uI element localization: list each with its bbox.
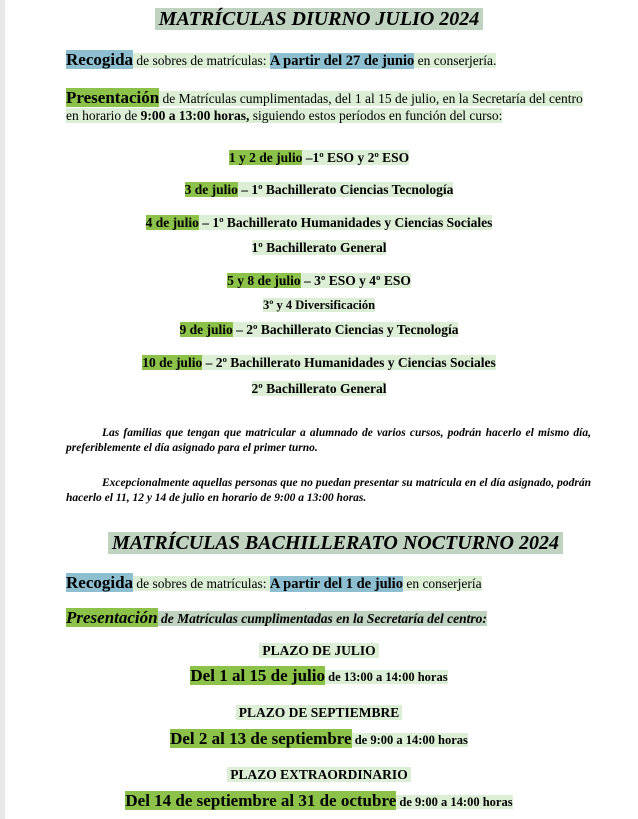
nocturno-title: MATRÍCULAS BACHILLERATO NOCTURNO 2024 bbox=[108, 532, 563, 554]
schedule-row bbox=[0, 215, 638, 231]
diurno-recogida-label: Recogida bbox=[66, 50, 134, 69]
plazo-dates: Del 2 al 13 de septiembre bbox=[170, 729, 352, 748]
schedule-course: – 1º Bachillerato Ciencias Tecnología bbox=[237, 182, 454, 197]
diurno-presentacion-paragraph bbox=[66, 89, 590, 124]
plazo-heading: PLAZO DE SEPTIEMBRE bbox=[236, 705, 403, 720]
schedule-row bbox=[0, 182, 638, 198]
diurno-presentacion-hours: 9:00 a 13:00 horas, bbox=[140, 108, 250, 123]
diurno-recogida-place: en conserjería. bbox=[414, 53, 497, 68]
nocturno-recogida-date: A partir del 1 de julio bbox=[269, 576, 403, 592]
schedule-row bbox=[0, 381, 638, 397]
nocturno-recogida-row bbox=[66, 573, 482, 593]
plazo-dates: Del 1 al 15 de julio bbox=[190, 666, 325, 685]
nocturno-presentacion-text: de Matrículas cumplimentadas en la Secretaría del centro: bbox=[157, 611, 487, 626]
diurno-title: MATRÍCULAS DIURNO JULIO 2024 bbox=[155, 8, 484, 30]
note-excepcional: Excepcionalmente aquellas personas que no puedan presentar su matrícula en el día asignado, podrán hacerlo el 11, 12 y 14 de julio en horario de 9:00 a 13:00 horas. bbox=[66, 477, 591, 504]
plazo-dates-row bbox=[0, 791, 638, 811]
diurno-recogida-date: A partir del 27 de junio bbox=[269, 53, 415, 69]
plazo-heading-row bbox=[0, 767, 638, 783]
nocturno-presentacion-row bbox=[66, 608, 487, 628]
plazo-hours: de 9:00 a 14:00 horas bbox=[351, 733, 468, 747]
schedule-course: – 1º Bachillerato Humanidades y Ciencias Sociales bbox=[198, 215, 493, 230]
diurno-presentacion-text2: siguiendo estos períodos en función del curso: bbox=[249, 108, 503, 123]
schedule-course: 3º y 4 Diversificación bbox=[262, 298, 376, 312]
diurno-recogida-text: de sobres de matrículas: bbox=[133, 53, 270, 68]
nocturno-recogida-place: en conserjería bbox=[402, 576, 482, 591]
plazo-heading: PLAZO DE JULIO bbox=[259, 643, 378, 658]
schedule-date: 9 de julio bbox=[179, 322, 233, 337]
plazo-dates-row bbox=[0, 666, 638, 686]
schedule-row bbox=[0, 240, 638, 256]
plazo-heading: PLAZO EXTRAORDINARIO bbox=[227, 767, 410, 782]
note-varios-cursos: Las familias que tengan que matricular a alumnado de varios cursos, podrán hacerlo el mismo día, preferiblemente el día asignado para el primer turno. bbox=[66, 427, 591, 454]
schedule-date: 4 de julio bbox=[145, 215, 199, 230]
plazo-heading-row bbox=[0, 705, 638, 721]
schedule-course: – 2º Bachillerato Ciencias y Tecnología bbox=[232, 322, 459, 337]
schedule-course: – 3º ESO y 4º ESO bbox=[300, 273, 411, 288]
diurno-title-row bbox=[0, 8, 638, 31]
schedule-date: 5 y 8 de julio bbox=[227, 273, 301, 288]
schedule-row bbox=[0, 273, 638, 289]
plazo-dates: Del 14 de septiembre al 31 de octubre bbox=[125, 791, 397, 810]
schedule-date: 3 de julio bbox=[184, 182, 238, 197]
schedule-course: 1º Bachillerato General bbox=[251, 240, 387, 255]
plazo-heading-row bbox=[0, 643, 638, 659]
schedule-course: 2º Bachillerato General bbox=[251, 381, 387, 396]
nocturno-presentacion-label: Presentación bbox=[66, 608, 158, 627]
plazo-hours: de 13:00 a 14:00 horas bbox=[325, 670, 448, 684]
schedule-date: 10 de julio bbox=[142, 355, 203, 370]
schedule-row bbox=[0, 150, 638, 166]
diurno-presentacion-label: Presentación bbox=[66, 88, 160, 107]
diurno-presentacion-text1: de Matrículas cumplimentadas, del 1 al 15 de julio, en la Secretaría del centro en horario de bbox=[66, 91, 583, 123]
schedule-date: 1 y 2 de julio bbox=[228, 150, 303, 165]
diurno-recogida-row bbox=[66, 50, 496, 70]
schedule-row bbox=[0, 322, 638, 338]
schedule-row bbox=[0, 355, 638, 371]
nocturno-recogida-text: de sobres de matrículas: bbox=[133, 576, 270, 591]
nocturno-title-row bbox=[108, 532, 563, 555]
schedule-course: – 2º Bachillerato Humanidades y Ciencias Sociales bbox=[202, 355, 496, 370]
schedule-course: –1º ESO y 2º ESO bbox=[302, 150, 410, 165]
plazo-hours: de 9:00 a 14:00 horas bbox=[396, 795, 513, 809]
nocturno-recogida-label: Recogida bbox=[66, 573, 134, 592]
schedule-row bbox=[0, 298, 638, 313]
plazo-dates-row bbox=[0, 729, 638, 749]
